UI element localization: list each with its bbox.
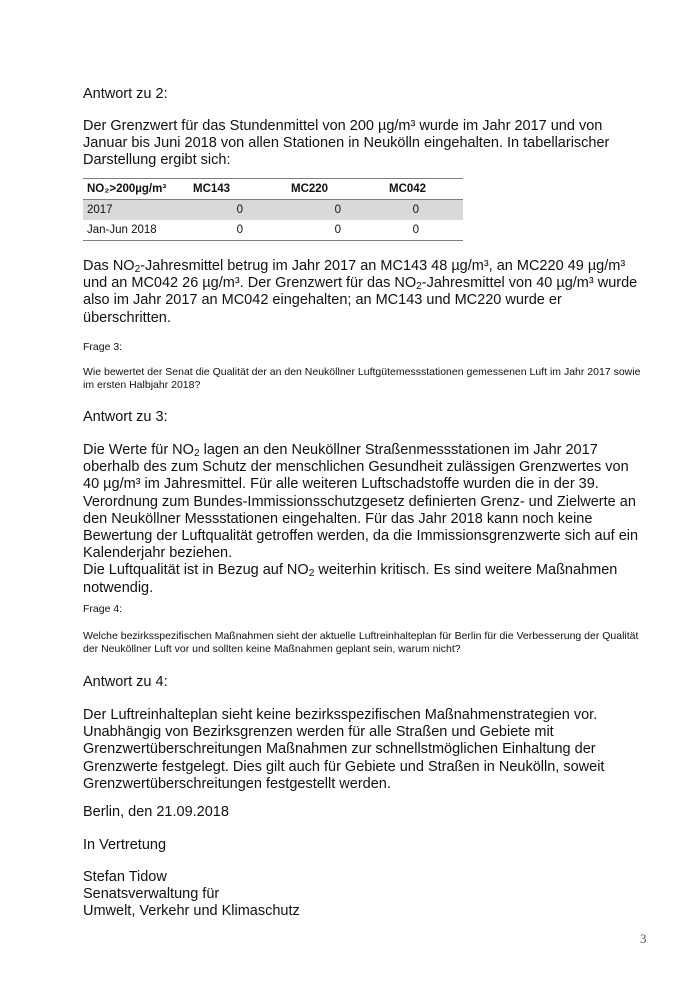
organisation-line-2: Umwelt, Verkehr und Klimaschutz xyxy=(83,903,300,919)
question-4-heading: Frage 4: xyxy=(83,603,123,615)
in-vertretung: In Vertretung xyxy=(83,837,167,853)
question-3-heading: Frage 3: xyxy=(83,341,123,353)
table-header-row xyxy=(83,179,463,200)
table-cell: Jan-Jun 2018 xyxy=(83,220,189,241)
question-4-text: Welche bezirksspezifischen Maßnahmen sieht der aktuelle Luftreinhalteplan für Berlin für die Verbesserung der Qualität der Neuköllner Luft vor und sollten keine Maßnahmen geplant sein, warum nicht? xyxy=(83,630,639,656)
table-cell: 0 xyxy=(385,220,463,241)
answer-3-paragraph: Die Werte für $NO_2$ lagen an den Neuköllner Straßenmessstationen im Jahr 2017 oberhalb des zum Schutz der menschlichen Gesundheit zulässigen Grenzwertes von 40 µg/m³ im Jahresmittel. Für alle weiteren Luftschadstoffe wurden die in der 39. Verordnung zum Bundes-Immissionsschutzgesetz definierten Grenz- und Zielwerte an den Neuköllner Messstationen eingehalten. Für das Jahr 2018 kann noch keine Bewertung der Luftqualität getroffen werden, da die Immissionsgrenzwerte sich auf ein Kalenderjahr beziehen. Die Luftqualität ist in Bezug auf $NO_2$ weiterhin kritisch. Es sind weitere Maßnahmen notwendig. xyxy=(83,442,639,596)
table-header-cell: MC042 xyxy=(385,179,463,200)
answer-3-heading: Antwort zu 3: xyxy=(83,409,168,425)
signatory-name: Stefan Tidow xyxy=(83,869,167,885)
answer-2-paragraph: Der Grenzwert für das Stundenmittel von 200 µg/m³ wurde im Jahr 2017 und von Januar bis Juni 2018 von allen Stationen in Neukölln eingehalten. In tabellarischer Darstellung ergibt sich: xyxy=(83,118,610,169)
organisation-line-1: Senatsverwaltung für xyxy=(83,886,220,902)
date-line: Berlin, den 21.09.2018 xyxy=(83,804,229,820)
table-row xyxy=(83,220,463,241)
table-cell: 0 xyxy=(287,220,385,241)
no2-exceedance-table xyxy=(83,178,463,241)
table-header-cell: MC143 xyxy=(189,179,287,200)
question-3-text: Wie bewertet der Senat die Qualität der an den Neuköllner Luftgütemessstationen gemessenen Luft im Jahr 2017 sowie im ersten Halbjahr 2018? xyxy=(83,366,641,392)
table-cell: 0 xyxy=(385,200,463,221)
answer-2-annual-mean-paragraph: Das $NO_2$-Jahresmittel betrug im Jahr 2017 an MC143 48 µg/m³, an MC220 49 µg/m³ und an MC042 26 µg/m³. Der Grenzwert für das $NO_2$-Jahresmittel von 40 µg/m³ wurde also im Jahr 2017 an MC042 eingehalten; an MC143 und MC220 wurde er überschritten. xyxy=(83,258,638,326)
table-cell: 2017 xyxy=(83,200,189,221)
answer-4-heading: Antwort zu 4: xyxy=(83,674,168,690)
answer-4-paragraph: Der Luftreinhalteplan sieht keine bezirksspezifischen Maßnahmenstrategien vor. Unabhängig von Bezirksgrenzen werden für alle Straßen und Gebiete mit Grenzwertüberschreitungen Maßnahmen zur schnellstmöglichen Einhaltung der Grenzwerte festgelegt. Dies gilt auch für Gebiete und Straßen in Neukölln, soweit Grenzwertüberschreitungen festgestellt werden. xyxy=(83,707,605,792)
table-row xyxy=(83,200,463,221)
page-number: 3 xyxy=(640,931,647,946)
table-cell: 0 xyxy=(189,200,287,221)
answer-2-heading: Antwort zu 2: xyxy=(83,86,168,102)
table-header-cell: MC220 xyxy=(287,179,385,200)
table-cell: 0 xyxy=(189,220,287,241)
table-cell: 0 xyxy=(287,200,385,221)
table-header-cell: NO₂>200µg/m³ xyxy=(83,179,189,200)
